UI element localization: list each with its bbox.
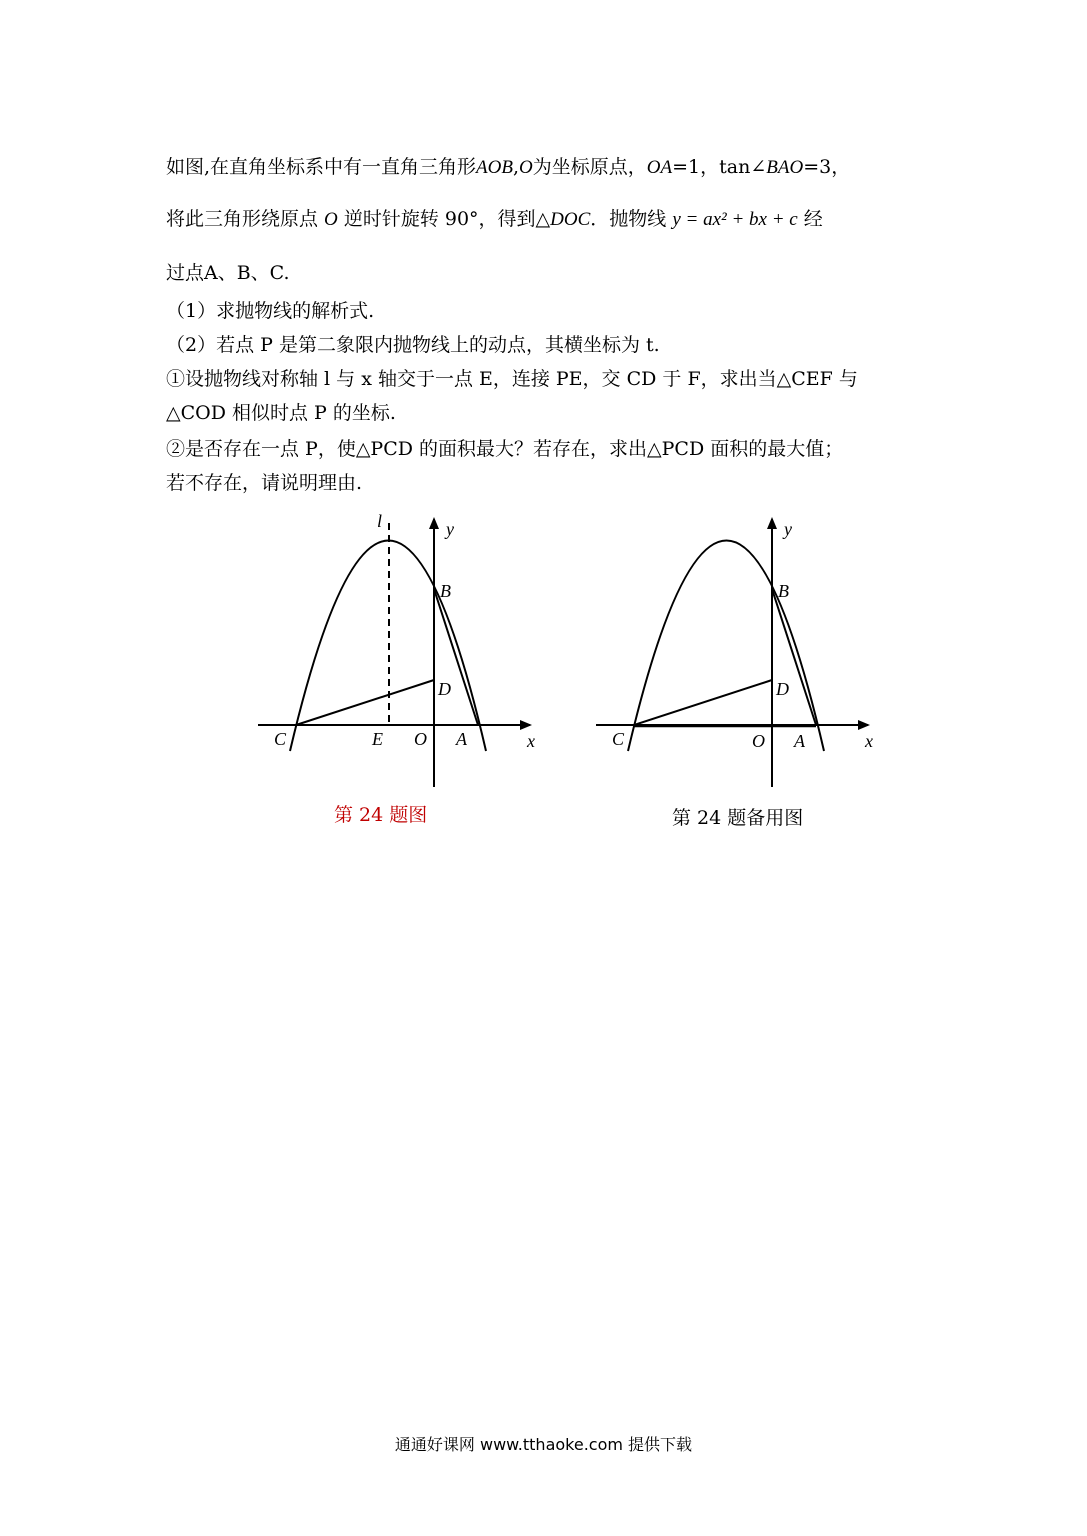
math-bao: BAO [766,157,804,178]
label-d: D [438,679,451,699]
segment-cd [634,680,772,725]
math-doc: DOC [550,209,591,230]
text-fragment: =3， [803,156,851,178]
problem-line-1 [166,152,850,179]
text-fragment: 为坐标原点， [532,156,647,178]
math-oa: OA [646,157,673,178]
label-a: A [794,731,805,751]
math-o: O [519,157,533,178]
question-2-1-line-1: ①设抛物线对称轴 l 与 x 轴交于一点 E，连接 PE，交 CD 于 F，求出当△CEF 与 [166,368,858,390]
figure-1-caption: 第 24 题图 [334,804,428,826]
problem-line-2 [166,204,823,231]
question-2-1-line-2: △COD 相似时点 P 的坐标. [166,402,396,424]
label-y: y [784,519,792,539]
text-fragment: =1，tan∠ [672,156,767,178]
problem-line-3: 过点A、B、C. [166,262,290,284]
figure-1-svg [250,505,550,795]
label-c: C [274,729,287,749]
text-fragment: 经 [797,208,823,230]
label-y: y [446,519,454,539]
label-x: x [527,731,535,751]
parabola-formula: y = ax² + bx + c [672,209,798,230]
label-e: E [372,729,383,749]
segment-ba [434,589,478,725]
figure-2-svg [588,505,888,795]
label-a: A [456,729,467,749]
label-b: B [440,581,451,601]
segment-cd [296,680,434,725]
footer-source: 通通好课网 www.tthaoke.com 提供下载 [394,1435,693,1454]
text-fragment: ．抛物线 [590,208,673,230]
text-fragment: , [512,156,520,178]
figure-2 [588,505,888,799]
label-o: O [752,731,765,751]
label-c: C [612,729,625,749]
parabola [628,541,824,752]
label-d: D [776,679,789,699]
text-fragment: 将此三角形绕原点 [166,208,325,230]
label-x: x [865,731,873,751]
math-o: O [324,209,338,230]
math-aob: AOB [476,157,513,178]
question-2-2-line-1: ②是否存在一点 P，使△PCD 的面积最大？若存在，求出△PCD 面积的最大值； [166,438,844,460]
question-2: （2）若点 P 是第二象限内抛物线上的动点，其横坐标为 t. [166,334,660,356]
text-fragment: 逆时针旋转 90°，得到△ [337,208,551,230]
question-1: （1）求抛物线的解析式. [166,300,375,322]
label-l: l [377,511,383,531]
figure-1 [250,505,550,799]
label-b: B [778,581,789,601]
segment-ba [772,589,816,725]
question-2-2-line-2: 若不存在，请说明理由. [166,472,363,494]
label-o: O [414,729,427,749]
text-fragment: 如图,在直角坐标系中有一直角三角形 [166,156,477,178]
figure-2-caption: 第 24 题备用图 [672,807,804,829]
